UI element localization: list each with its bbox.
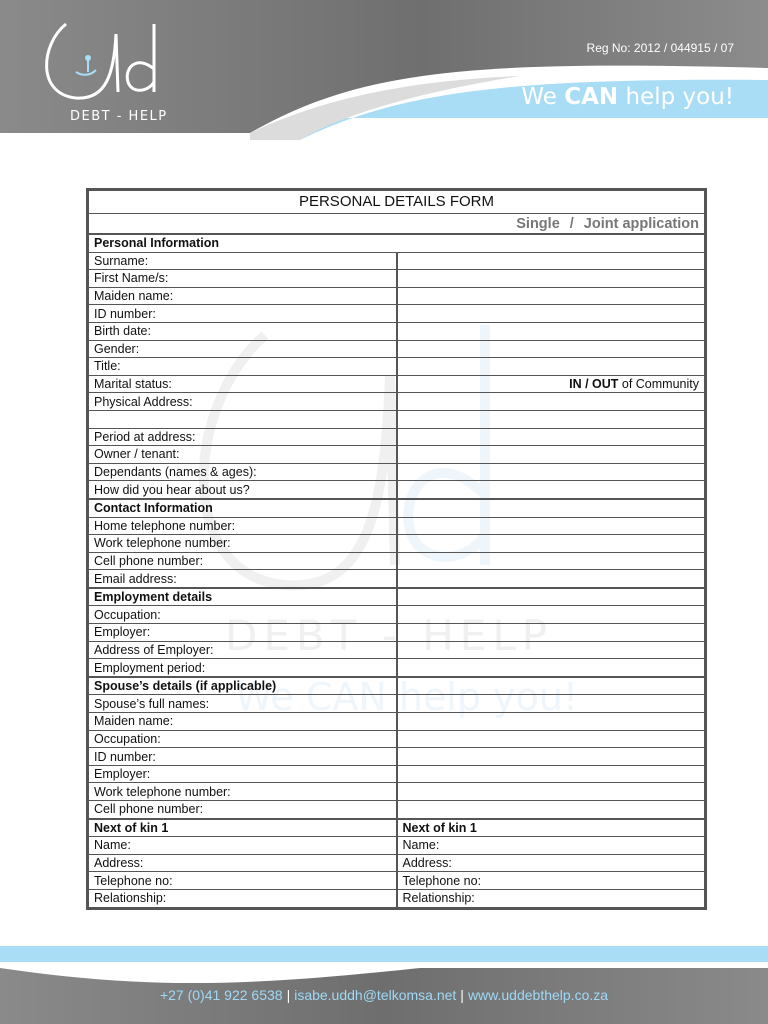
- kin2-relationship-field[interactable]: Relationship:: [397, 889, 705, 907]
- label-id-number: ID number:: [89, 305, 397, 323]
- section-spouse-details: Spouse’s details (if applicable): [89, 677, 397, 695]
- field-maiden-name[interactable]: [397, 287, 705, 305]
- kin2-address-field[interactable]: Address:: [397, 854, 705, 872]
- label-hear-about: How did you hear about us?: [89, 481, 397, 499]
- joint-option[interactable]: Joint application: [583, 215, 699, 232]
- registration-number: Reg No: 2012 / 044915 / 07: [586, 41, 734, 55]
- field-occupation[interactable]: [397, 606, 705, 624]
- field-spouse-cell-phone[interactable]: [397, 801, 705, 819]
- field-first-names[interactable]: [397, 270, 705, 288]
- field-surname[interactable]: [397, 252, 705, 270]
- field-work-telephone[interactable]: [397, 535, 705, 553]
- section-employment-blank: [397, 588, 705, 606]
- field-period-at-address[interactable]: [397, 428, 705, 446]
- label-spouse-employer: Employer:: [89, 765, 397, 783]
- field-dependants[interactable]: [397, 463, 705, 481]
- field-spouse-maiden-name[interactable]: [397, 713, 705, 731]
- field-hear-about[interactable]: [397, 481, 705, 499]
- field-home-telephone[interactable]: [397, 517, 705, 535]
- label-title: Title:: [89, 358, 397, 376]
- field-spouse-occupation[interactable]: [397, 730, 705, 748]
- label-surname: Surname:: [89, 252, 397, 270]
- page-header: [0, 0, 768, 140]
- label-period-at-address: Period at address:: [89, 428, 397, 446]
- tagline-post: help you!: [618, 84, 734, 110]
- field-spouse-work-telephone[interactable]: [397, 783, 705, 801]
- label-dependants: Dependants (names & ages):: [89, 463, 397, 481]
- label-maiden-name: Maiden name:: [89, 287, 397, 305]
- field-employer[interactable]: [397, 624, 705, 642]
- application-separator: /: [569, 215, 574, 232]
- footer-separator: |: [460, 987, 464, 1003]
- kin1-relationship-field[interactable]: Relationship:: [89, 889, 397, 907]
- label-employment-period: Employment period:: [89, 659, 397, 677]
- community-option[interactable]: IN / OUT: [569, 377, 619, 392]
- field-email-address[interactable]: [397, 570, 705, 588]
- section-next-of-kin-right: Next of kin 1: [397, 819, 705, 837]
- footer-separator: |: [286, 987, 291, 1003]
- personal-details-form: [86, 188, 707, 910]
- label-spouse-maiden-name: Maiden name:: [89, 713, 397, 731]
- field-gender[interactable]: [397, 340, 705, 358]
- label-spouse-id-number: ID number:: [89, 748, 397, 766]
- svg-text:DEBT - HELP: DEBT - HELP: [225, 611, 554, 660]
- application-type[interactable]: [89, 214, 705, 235]
- footer-phone[interactable]: +27 (0)41 922 6538: [159, 987, 283, 1003]
- footer-contact: [0, 987, 768, 1003]
- form-title: PERSONAL DETAILS FORM: [89, 191, 705, 214]
- kin1-name-field[interactable]: Name:: [89, 837, 397, 855]
- field-owner-tenant[interactable]: [397, 446, 705, 464]
- label-physical-address-cont: [89, 410, 397, 428]
- label-marital-status: Marital status:: [89, 375, 397, 393]
- field-marital-status[interactable]: [397, 375, 705, 393]
- field-cell-phone[interactable]: [397, 552, 705, 570]
- tagline-bold: CAN: [564, 84, 619, 110]
- community-label: of Community: [618, 377, 699, 392]
- label-spouse-work-telephone: Work telephone number:: [89, 783, 397, 801]
- label-birth-date: Birth date:: [89, 322, 397, 340]
- section-next-of-kin-left: Next of kin 1: [89, 819, 397, 837]
- field-title[interactable]: [397, 358, 705, 376]
- label-home-telephone: Home telephone number:: [89, 517, 397, 535]
- kin1-telephone-field[interactable]: Telephone no:: [89, 872, 397, 890]
- label-spouse-full-names: Spouse’s full names:: [89, 695, 397, 713]
- label-first-names: First Name/s:: [89, 270, 397, 288]
- ud-logo-icon: [36, 14, 186, 106]
- label-work-telephone: Work telephone number:: [89, 535, 397, 553]
- section-spouse-blank: [397, 677, 705, 695]
- footer-website[interactable]: www.uddebthelp.co.za: [467, 987, 609, 1003]
- single-option[interactable]: Single: [516, 215, 560, 232]
- label-occupation: Occupation:: [89, 606, 397, 624]
- section-employment-details: Employment details: [89, 588, 397, 606]
- logo-label: DEBT - HELP: [70, 109, 168, 124]
- kin1-address-field[interactable]: Address:: [89, 854, 397, 872]
- section-contact-blank: [397, 499, 705, 517]
- section-contact-information: Contact Information: [89, 499, 397, 517]
- field-employment-period[interactable]: [397, 659, 705, 677]
- label-email-address: Email address:: [89, 570, 397, 588]
- label-employer: Employer:: [89, 624, 397, 642]
- label-cell-phone: Cell phone number:: [89, 552, 397, 570]
- label-physical-address: Physical Address:: [89, 393, 397, 411]
- tagline: [521, 84, 734, 110]
- label-owner-tenant: Owner / tenant:: [89, 446, 397, 464]
- field-physical-address[interactable]: [397, 393, 705, 411]
- field-id-number[interactable]: [397, 305, 705, 323]
- field-spouse-id-number[interactable]: [397, 748, 705, 766]
- footer-accent-band: [0, 946, 768, 962]
- field-birth-date[interactable]: [397, 322, 705, 340]
- kin2-telephone-field[interactable]: Telephone no:: [397, 872, 705, 890]
- field-employer-address[interactable]: [397, 641, 705, 659]
- kin2-name-field[interactable]: Name:: [397, 837, 705, 855]
- label-gender: Gender:: [89, 340, 397, 358]
- field-spouse-employer[interactable]: [397, 765, 705, 783]
- label-spouse-occupation: Occupation:: [89, 730, 397, 748]
- field-physical-address-line2[interactable]: [397, 410, 705, 428]
- label-employer-address: Address of Employer:: [89, 641, 397, 659]
- field-spouse-full-names[interactable]: [397, 695, 705, 713]
- svg-text:We CAN help you!: We CAN help you!: [235, 675, 579, 719]
- section-personal-information: Personal Information: [89, 234, 705, 252]
- footer-email[interactable]: isabe.uddh@telkomsa.net: [294, 987, 457, 1003]
- tagline-pre: We: [521, 84, 565, 110]
- label-spouse-cell-phone: Cell phone number:: [89, 801, 397, 819]
